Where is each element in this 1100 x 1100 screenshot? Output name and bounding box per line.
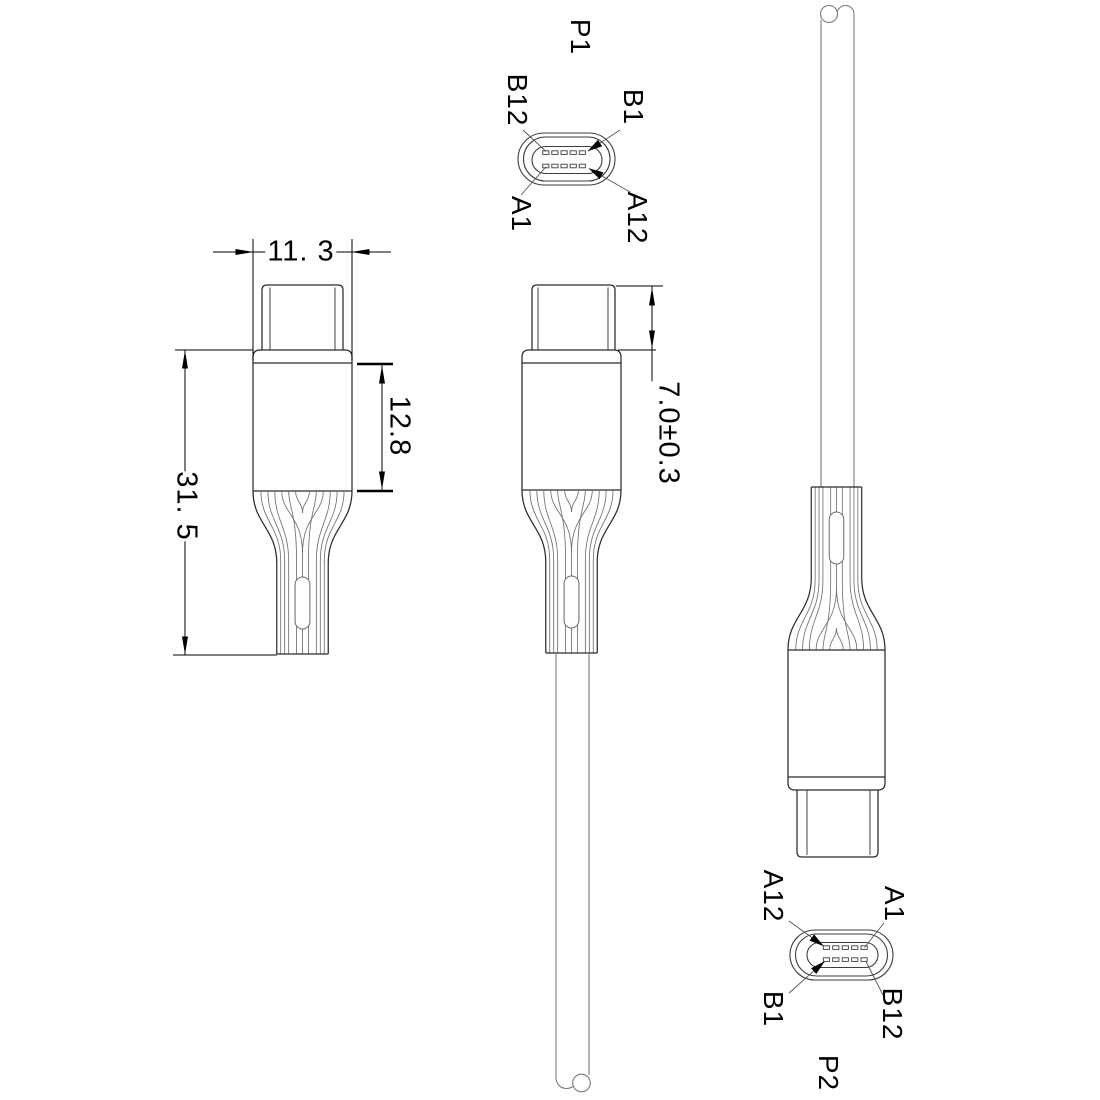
pin-row-bottom [823, 958, 867, 962]
p2-pin-b1: B1 [758, 990, 789, 1028]
connector-body [253, 350, 352, 491]
cable-right [821, 6, 855, 488]
p1-pin-b12: B12 [502, 73, 533, 127]
shell-inner [524, 137, 611, 181]
dim-text-plug-length: 7.0±0.3 [652, 381, 685, 485]
cable-break-loop [573, 1074, 591, 1092]
leader-a1 [865, 923, 885, 948]
leader-b1 [789, 962, 825, 994]
p2-title: P2 [813, 1054, 844, 1092]
p1-pin-b1: B1 [618, 88, 649, 126]
pin-row-bottom [543, 164, 586, 168]
p2-pin-a12: A12 [758, 869, 789, 923]
p1-pin-a1: A1 [506, 195, 537, 233]
cable-break-curve [837, 6, 854, 15]
connector-side-view-middle [522, 285, 621, 490]
usb-c-plug-shell [532, 285, 615, 350]
connector-side-view-right [788, 650, 885, 857]
usb-c-face-view-p2 [789, 921, 893, 995]
usb-c-plug-shell [262, 285, 343, 350]
cable-break-loop [821, 6, 838, 23]
p2-pin-a1: A1 [879, 885, 910, 923]
pin-row-top [543, 151, 586, 155]
p1-title: P1 [565, 18, 596, 56]
shell-inner [796, 934, 888, 976]
connector-side-view-left [253, 285, 352, 491]
usb-c-plug-shell [797, 790, 878, 857]
p2-pin-b12: B12 [877, 987, 908, 1041]
pin-row-top [823, 946, 867, 950]
cable-middle [556, 653, 590, 1092]
connector-body [788, 650, 885, 790]
connector-body [522, 350, 621, 490]
dim-text-housing-length: 12.8 [383, 395, 416, 457]
dim-text-overall-length: 31. 5 [170, 471, 203, 541]
dim-text-connector-width: 11. 3 [267, 235, 335, 268]
p1-pin-a12: A12 [622, 191, 653, 245]
usb-c-face-view-p1 [518, 130, 630, 195]
